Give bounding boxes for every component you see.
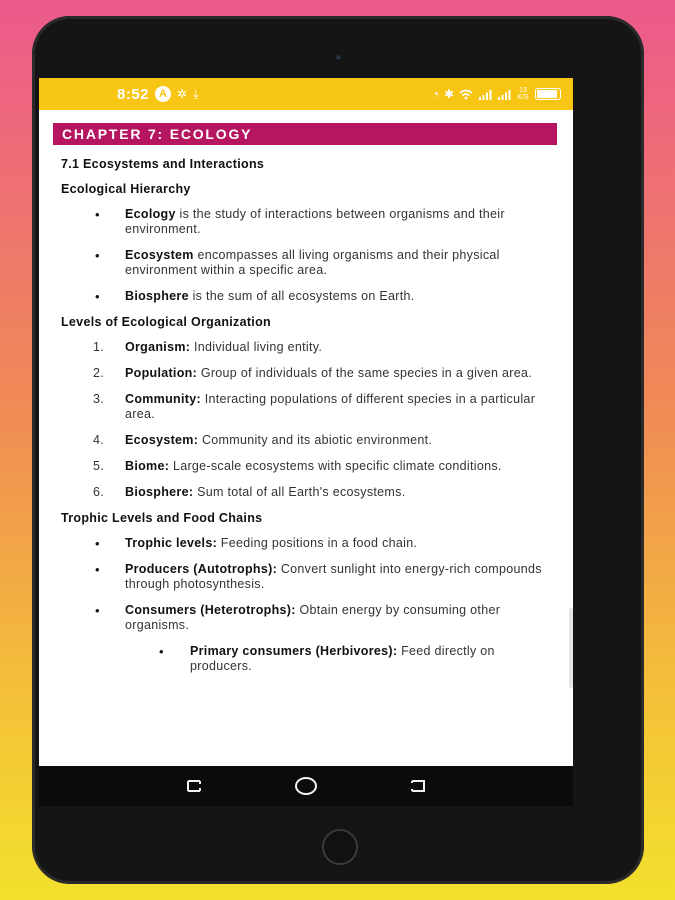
home-icon[interactable] [295, 777, 317, 795]
list-item: 4. Ecosystem: Community and its abiotic environment. [93, 433, 433, 447]
list-item: 5. Biome: Large-scale ecosystems with specific climate conditions. [93, 459, 502, 473]
a-badge-icon: A [155, 86, 171, 102]
trophic-list [53, 536, 557, 674]
wifi-icon [459, 89, 473, 100]
chapter-title: CHAPTER 7: ECOLOGY [53, 123, 557, 145]
list-item: 2. Population: Group of individuals of the same species in a given area. [93, 366, 532, 380]
list-item: 6. Biosphere: Sum total of all Earth's ecosystems. [93, 485, 406, 499]
list-item: • Biosphere is the sum of all ecosystems on Earth. [95, 289, 415, 304]
recent-apps-icon[interactable] [184, 778, 204, 794]
list-item: • Trophic levels: Feeding positions in a food chain. [95, 536, 418, 551]
data-speed-icon: 13 K/S [517, 87, 529, 101]
camera-icon [334, 53, 343, 62]
list-item: • Primary consumers (Herbivores): Feed directly on producers. [159, 644, 495, 673]
hardware-home-button[interactable] [322, 829, 358, 865]
levels-heading: Levels of Ecological Organization [61, 315, 271, 329]
reader-content [39, 110, 573, 674]
trophic-heading: Trophic Levels and Food Chains [61, 511, 263, 525]
signal-icon [497, 89, 511, 100]
levels-list [53, 340, 557, 500]
back-icon[interactable] [408, 778, 428, 794]
list-item: • Ecology is the study of interactions between organisms and their environment. [95, 207, 505, 236]
battery-icon [535, 88, 561, 100]
ecological-hierarchy-list [53, 207, 557, 304]
list-item: • Producers (Autotrophs): Convert sunlight into energy-rich compounds through photosynthesis. [95, 562, 542, 591]
sync-icon: ✲ [177, 87, 188, 101]
status-bar [39, 78, 573, 110]
nav-bar [39, 766, 573, 806]
list-item: 3. Community: Interacting populations of different species in a particular area. [93, 392, 536, 421]
bluetooth-icon: ✱ [443, 87, 454, 101]
screen [39, 78, 573, 806]
list-item: 1. Organism: Individual living entity. [93, 340, 323, 354]
list-item: • Consumers (Heterotrophs): Obtain energy by consuming other organisms. [95, 603, 501, 632]
signal-icon [478, 89, 492, 100]
alarm-icon: ◔ [431, 87, 439, 101]
scrollbar[interactable] [569, 608, 573, 688]
list-item: • Ecosystem encompasses all living organisms and their physical environment within a specific area. [95, 248, 500, 277]
ecological-hierarchy-heading: Ecological Hierarchy [61, 182, 191, 196]
status-time: 8:52 [117, 85, 150, 103]
section-title: 7.1 Ecosystems and Interactions [61, 157, 265, 171]
download-icon: ⤓ [193, 87, 199, 101]
